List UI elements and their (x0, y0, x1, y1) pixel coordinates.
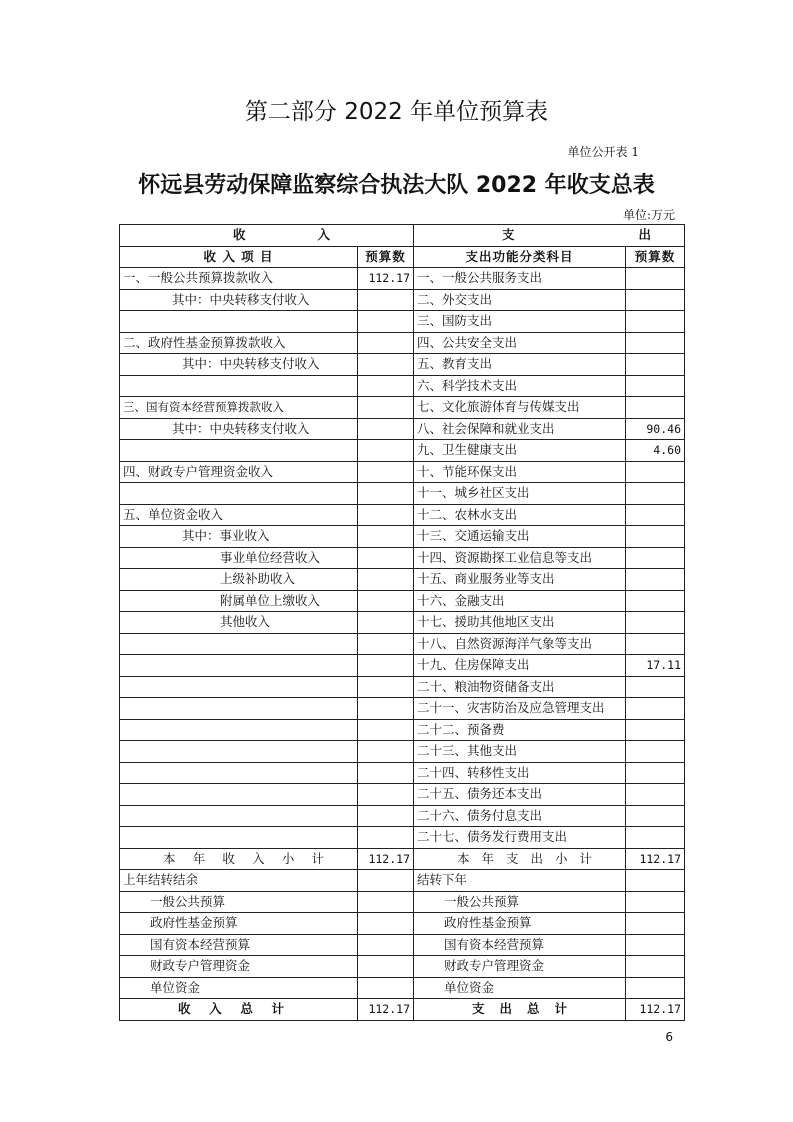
expense-value: 4.60 (626, 440, 685, 462)
carry-income-value (358, 934, 414, 956)
income-value (358, 526, 414, 548)
expense-item: 十八、自然资源海洋气象等支出 (414, 633, 626, 655)
expense-item: 二十、粮油物资储备支出 (414, 676, 626, 698)
income-item (120, 719, 358, 741)
page-number: 6 (665, 1030, 673, 1044)
expense-item: 五、教育支出 (414, 354, 626, 376)
income-value (358, 332, 414, 354)
income-item (120, 676, 358, 698)
budget-summary-table (119, 224, 685, 1021)
expense-value (626, 397, 685, 419)
table-row (120, 397, 685, 419)
expense-value (626, 719, 685, 741)
table-row (120, 504, 685, 526)
income-item: 其中：中央转移支付收入 (120, 418, 358, 440)
income-item: 其中：中央转移支付收入 (120, 289, 358, 311)
income-item (120, 375, 358, 397)
table-row (120, 311, 685, 333)
table-number: 单位公开表 1 (567, 145, 639, 159)
income-value (358, 440, 414, 462)
table-row (120, 418, 685, 440)
table-row (120, 741, 685, 763)
expense-item: 十二、农林水支出 (414, 504, 626, 526)
expense-value: 90.46 (626, 418, 685, 440)
expense-total-label: 支 出 总 计 (414, 999, 626, 1021)
expense-item: 二十七、债务发行费用支出 (414, 827, 626, 849)
carry-income-value (358, 913, 414, 935)
table-row (120, 698, 685, 720)
table-row (120, 762, 685, 784)
income-value (358, 633, 414, 655)
carry-income-item: 国有资本经营预算 (120, 934, 358, 956)
header-row-sub (120, 246, 685, 268)
table-row (120, 268, 685, 290)
income-budget-header: 预算数 (358, 246, 414, 268)
expense-value (626, 633, 685, 655)
income-value (358, 418, 414, 440)
expense-item: 二十六、债务付息支出 (414, 805, 626, 827)
expense-item: 九、卫生健康支出 (414, 440, 626, 462)
income-item (120, 784, 358, 806)
income-item: 其中：事业收入 (120, 526, 358, 548)
table-row (120, 784, 685, 806)
part-title: 第二部分 2022 年单位预算表 (244, 99, 549, 125)
income-item: 三、国有资本经营预算拨款收入 (120, 397, 358, 419)
expense-item: 十五、商业服务业等支出 (414, 569, 626, 591)
income-subtotal-label: 本 年 收 入 小 计 (120, 848, 358, 870)
main-title: 怀远县劳动保障监察综合执法大队 2022 年收支总表 (138, 173, 655, 198)
carry-expense-item: 政府性基金预算 (414, 913, 626, 935)
income-header: 收 入 (120, 225, 414, 247)
expense-value (626, 504, 685, 526)
expense-item: 十九、住房保障支出 (414, 655, 626, 677)
expense-value (626, 311, 685, 333)
carry-row (120, 913, 685, 935)
income-value (358, 719, 414, 741)
expense-item: 二十一、灾害防治及应急管理支出 (414, 698, 626, 720)
expense-item: 二十二、预备费 (414, 719, 626, 741)
income-item: 事业单位经营收入 (120, 547, 358, 569)
carry-income-item: 单位资金 (120, 977, 358, 999)
income-value (358, 698, 414, 720)
carry-expense-value (626, 891, 685, 913)
expense-value (626, 698, 685, 720)
expense-value (626, 483, 685, 505)
table-row (120, 289, 685, 311)
carry-expense-value (626, 870, 685, 892)
carry-income-value (358, 956, 414, 978)
expense-value (626, 805, 685, 827)
carry-expense-value (626, 977, 685, 999)
table-row (120, 805, 685, 827)
table-row (120, 354, 685, 376)
expense-value (626, 375, 685, 397)
income-value (358, 655, 414, 677)
carry-income-item: 一般公共预算 (120, 891, 358, 913)
expense-value (626, 612, 685, 634)
carry-income-value (358, 870, 414, 892)
expense-item: 一、一般公共服务支出 (414, 268, 626, 290)
income-value (358, 397, 414, 419)
carry-row (120, 977, 685, 999)
income-value (358, 569, 414, 591)
carry-expense-item: 财政专户管理资金 (414, 956, 626, 978)
carry-income-item: 财政专户管理资金 (120, 956, 358, 978)
header-row-top (120, 225, 685, 247)
table-row (120, 612, 685, 634)
income-item: 上级补助收入 (120, 569, 358, 591)
expense-value (626, 547, 685, 569)
income-value (358, 676, 414, 698)
expense-item-header: 支出功能分类科目 (414, 246, 626, 268)
table-row (120, 590, 685, 612)
table-row (120, 655, 685, 677)
income-item (120, 440, 358, 462)
income-item-header: 收 入 项 目 (120, 246, 358, 268)
carry-row (120, 891, 685, 913)
expense-value (626, 590, 685, 612)
income-value (358, 741, 414, 763)
carry-expense-item: 国有资本经营预算 (414, 934, 626, 956)
table-row (120, 569, 685, 591)
income-item: 五、单位资金收入 (120, 504, 358, 526)
income-item (120, 827, 358, 849)
expense-total-value: 112.17 (626, 999, 685, 1021)
expense-item: 十六、金融支出 (414, 590, 626, 612)
expense-value (626, 676, 685, 698)
expense-item: 八、社会保障和就业支出 (414, 418, 626, 440)
carry-expense-value (626, 956, 685, 978)
carry-income-item: 政府性基金预算 (120, 913, 358, 935)
income-value (358, 354, 414, 376)
expense-item: 二十三、其他支出 (414, 741, 626, 763)
expense-value (626, 289, 685, 311)
total-row (120, 999, 685, 1021)
income-value (358, 547, 414, 569)
income-value (358, 311, 414, 333)
expense-value (626, 332, 685, 354)
expense-item: 十七、援助其他地区支出 (414, 612, 626, 634)
expense-item: 十三、交通运输支出 (414, 526, 626, 548)
income-value (358, 762, 414, 784)
income-item (120, 311, 358, 333)
table-row (120, 440, 685, 462)
income-item (120, 698, 358, 720)
income-value (358, 805, 414, 827)
income-value (358, 504, 414, 526)
expense-value (626, 762, 685, 784)
expense-value (626, 741, 685, 763)
income-value (358, 375, 414, 397)
carry-expense-value (626, 913, 685, 935)
expense-item: 十四、资源勘探工业信息等支出 (414, 547, 626, 569)
carry-row (120, 956, 685, 978)
carry-expense-value (626, 934, 685, 956)
income-value (358, 784, 414, 806)
income-value (358, 483, 414, 505)
expense-item: 七、文化旅游体育与传媒支出 (414, 397, 626, 419)
expense-item: 四、公共安全支出 (414, 332, 626, 354)
income-item (120, 633, 358, 655)
expense-value (626, 526, 685, 548)
expense-item: 六、科学技术支出 (414, 375, 626, 397)
expense-subtotal-label: 本 年 支 出 小 计 (414, 848, 626, 870)
expense-value (626, 268, 685, 290)
income-item: 一、一般公共预算拨款收入 (120, 268, 358, 290)
expense-value (626, 569, 685, 591)
expense-budget-header: 预算数 (626, 246, 685, 268)
expense-item: 十一、城乡社区支出 (414, 483, 626, 505)
income-value (358, 827, 414, 849)
income-item (120, 483, 358, 505)
income-item: 附属单位上缴收入 (120, 590, 358, 612)
income-item (120, 762, 358, 784)
income-item: 二、政府性基金预算拨款收入 (120, 332, 358, 354)
income-item: 其中：中央转移支付收入 (120, 354, 358, 376)
income-subtotal-value: 112.17 (358, 848, 414, 870)
table-row (120, 633, 685, 655)
subtotal-row (120, 848, 685, 870)
income-value (358, 590, 414, 612)
income-total-label: 收 入 总 计 (120, 999, 358, 1021)
carry-income-value (358, 977, 414, 999)
expense-item: 二、外交支出 (414, 289, 626, 311)
expense-header: 支 出 (414, 225, 685, 247)
expense-value: 17.11 (626, 655, 685, 677)
table-row (120, 547, 685, 569)
income-total-value: 112.17 (358, 999, 414, 1021)
table-row (120, 526, 685, 548)
expense-value (626, 784, 685, 806)
income-value (358, 461, 414, 483)
carry-expense-item: 结转下年 (414, 870, 626, 892)
expense-subtotal-value: 112.17 (626, 848, 685, 870)
table-row (120, 719, 685, 741)
table-row (120, 676, 685, 698)
carry-row (120, 870, 685, 892)
income-item: 四、财政专户管理资金收入 (120, 461, 358, 483)
expense-value (626, 827, 685, 849)
expense-value (626, 461, 685, 483)
income-item (120, 741, 358, 763)
table-row (120, 332, 685, 354)
income-value: 112.17 (358, 268, 414, 290)
income-item (120, 805, 358, 827)
expense-item: 十、节能环保支出 (414, 461, 626, 483)
table-row (120, 827, 685, 849)
expense-item: 三、国防支出 (414, 311, 626, 333)
table-row (120, 461, 685, 483)
carry-income-item: 上年结转结余 (120, 870, 358, 892)
expense-item: 二十四、转移性支出 (414, 762, 626, 784)
unit-label: 单位:万元 (622, 208, 675, 222)
expense-value (626, 354, 685, 376)
table-row (120, 483, 685, 505)
carry-expense-item: 一般公共预算 (414, 891, 626, 913)
carry-expense-item: 单位资金 (414, 977, 626, 999)
income-value (358, 612, 414, 634)
income-item: 其他收入 (120, 612, 358, 634)
carry-row (120, 934, 685, 956)
income-value (358, 289, 414, 311)
expense-item: 二十五、债务还本支出 (414, 784, 626, 806)
income-item (120, 655, 358, 677)
carry-income-value (358, 891, 414, 913)
table-row (120, 375, 685, 397)
